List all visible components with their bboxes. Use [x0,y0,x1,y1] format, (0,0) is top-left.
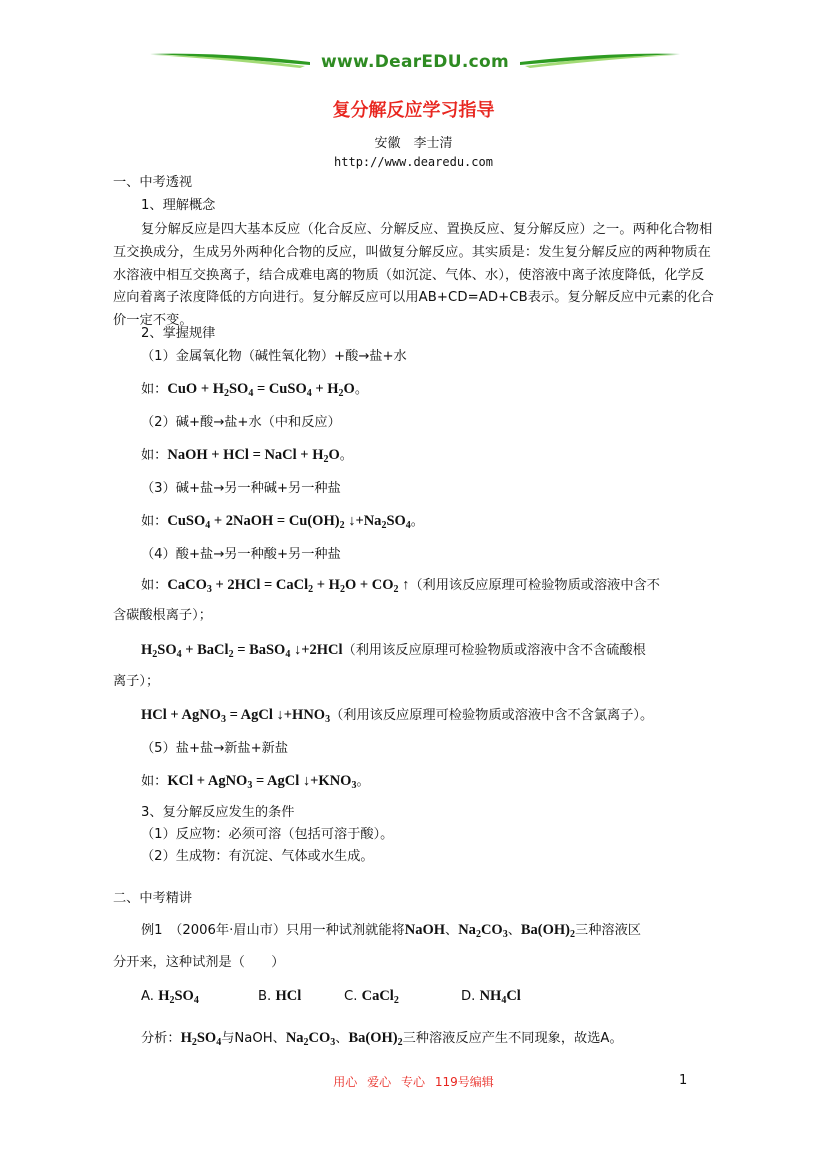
section-2-heading: 二、中考精讲 [113,891,193,906]
section-1-heading: 一、中考透视 [113,175,193,190]
example-equation-2: 如：NaOH + HCl = NaCl + $H_2O$。 [141,447,353,465]
example-equation-5-note-cont: 离子）； [113,674,160,689]
rule-2: （2）碱+酸→盐+水（中和反应） [141,415,341,430]
example-equation-7: 如：KCl + AgNO$_3$ = AgCl $↓+KNO_3$。 [141,773,370,791]
rule-4: （4）酸+盐→另一种酸+另一种盐 [141,547,341,562]
subsection-3-heading: 3、复分解反应发生的条件 [141,805,295,820]
condition-2: （2）生成物：有沉淀、气体或水生成。 [141,849,374,864]
footer-item: 用心 [333,1075,358,1089]
example-1-analysis: 分析：$H_2SO_4$与NaOH、$Na_2CO_3$、$Ba(OH)_2$三种溶液反应产生不同现象，故选A。 [141,1030,623,1048]
example-1-option-c: C. CaCl$_2$ [344,988,399,1006]
subsection-1-heading: 1、理解概念 [141,198,216,213]
page-footer [0,1073,827,1090]
condition-1: （1）反应物：必须可溶（包括可溶于酸）。 [141,827,394,842]
footer-item: 专心 [400,1075,425,1089]
example-equation-4-note-cont: 含碳酸根离子）； [113,608,212,623]
rule-5: （5）盐+盐→新盐+新盐 [141,741,289,756]
rule-1: （1）金属氧化物（碱性氧化物）+酸→盐+水 [141,349,407,364]
footer-item: 119号编辑 [434,1075,494,1089]
document-url: http://www.dearedu.com [334,155,493,169]
example-equation-1: 如：CuO + $H_2SO_4$ = CuSO$_4$ + $H_2O$。 [141,381,368,399]
document-author: 安徽 李士清 [374,136,453,151]
example-1-option-a: A. $H_2SO_4$ [141,988,199,1006]
example-equation-5: $H_2SO_4$ + BaCl$_2$ = BaSO$_4$ ↓+2HCl（利用该反应原理可检验物质或溶液中含不含硫酸根 [141,642,646,660]
concept-paragraph: 复分解反应是四大基本反应（化合反应、分解反应、置换反应、复分解反应）之一。两种化合物相互交换成分，生成另外两种化合物的反应，叫做复分解反应。其实质是：发生复分解反应的两种物质在水溶液中相互交换离子，结合成难电离的物质（如沉淀、气体、水），使溶液中离子浓度降低，化学反应向着离子浓度降低的方向进行。复分解反应可以用AB+CD=AD+CB表示。复分解反应中元素的化合价一定不变。 [113,222,714,329]
example-1-question-cont: 分开来，这种试剂是（ ） [113,955,285,970]
example-equation-4: 如：CaCO$_3$ + 2HCl = CaCl$_2$ + $H_2O + CO_2$ ↑（利用该反应原理可检验物质或溶液中含不 [141,577,660,595]
example-equation-6: HCl + AgNO$_3$ = AgCl $↓+HNO_3$（利用该反应原理可检验物质或溶液中含不含氯离子）。 [141,707,654,725]
example-1-question: 例1 （2006年·眉山市）只用一种试剂就能将NaOH、$Na_2CO_3$、$Ba(OH)_2$三种溶液区 [141,922,641,940]
rule-3: （3）碱+盐→另一种碱+另一种盐 [141,481,341,496]
site-logo-text: www.DearEDU.com [321,52,509,72]
example-1-option-b: B. HCl [258,988,302,1004]
subsection-2-heading: 2、掌握规律 [141,326,216,341]
page-number: 1 [679,1073,688,1088]
document-title: 复分解反应学习指导 [332,100,495,121]
footer-item: 爱心 [367,1075,392,1089]
example-1-option-d: D. $NH_4Cl$ [461,988,521,1006]
site-banner [150,48,680,78]
example-equation-3: 如：CuSO$_4$ + 2NaOH = $Cu(OH)_2$ $↓+Na_2SO_4$。 [141,513,424,531]
